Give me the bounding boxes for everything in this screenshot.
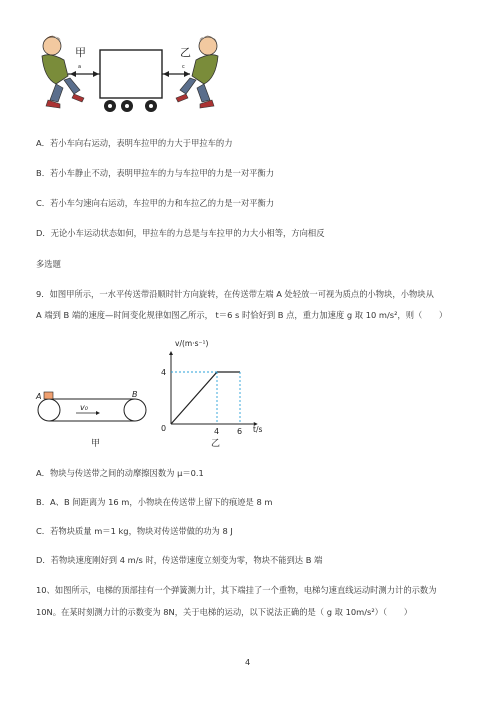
q8-option-c: C．若小车匀速向右运动，车拉甲的力和车拉乙的力是一对平衡力	[36, 198, 275, 208]
x-tick-label: 4	[214, 427, 220, 436]
q8-option-a: A．若小车向右运动，表明车拉甲的力大于甲拉车的力	[36, 138, 233, 148]
q9-option-b: B．A、B 间距离为 16 m，小物块在传送带上留下的痕迹是 8 m	[36, 497, 273, 507]
block	[44, 392, 53, 399]
label-jia: 甲	[75, 46, 86, 59]
vt-chart-svg	[155, 336, 270, 454]
chart-origin: 0	[161, 424, 167, 433]
chart-ylabel: v/(m·s⁻¹)	[175, 339, 209, 348]
q8-option-d: D．无论小车运动状态如何，甲拉车的力总是与车拉甲的力大小相等，方向相反	[36, 228, 325, 238]
q9-option-a: A．物块与传送带之间的动摩擦因数为 μ＝0.1	[36, 468, 204, 478]
series-line	[171, 372, 240, 424]
q9-option-d: D．若物块速度刚好到 4 m/s 时，传送带速度立刻变为零，物块不能到达 B 端	[36, 555, 323, 565]
vt-chart	[155, 336, 270, 454]
q8-option-b: B．若小车静止不动，表明甲拉车的力与车拉甲的力是一对平衡力	[36, 168, 275, 178]
y-tick-label: 4	[161, 368, 167, 377]
q9-stem-line2: A 端到 B 端的速度—时间变化规律如图乙所示， t＝6 s 时恰好到 B 点，重力加速度 g 取 10 m/s²，则（ ）	[36, 310, 448, 320]
chart-xlabel: t/s	[253, 425, 263, 434]
label-yi: 乙	[180, 46, 191, 59]
q10-stem-line1: 10、如图所示，电梯的顶部挂有一个弹簧测力计，其下端挂了一个重物，电梯匀速直线运动时测力计的示数为	[36, 585, 437, 595]
q9-option-c: C．若物块质量 m＝1 kg，物块对传送带做的功为 8 J	[36, 526, 233, 536]
label-a: A	[36, 392, 42, 401]
caption-yi: 乙	[211, 439, 221, 449]
page-number: 4	[245, 657, 251, 667]
q9-stem-line1: 9．如图甲所示，一水平传送带沿顺时针方向旋转，在传送带左端 A 处轻放一可视为质点的小物块，小物块从	[36, 289, 434, 299]
q10-stem-line2: 10N。在某时刻测力计的示数变为 8N，关于电梯的运动，以下说法正确的是（ g 取 10m/s²）（ ）	[36, 607, 412, 617]
label-b: B	[132, 390, 138, 399]
section-label: 多选题	[36, 259, 61, 269]
caption-jia: 甲	[91, 439, 101, 449]
x-tick-label: 6	[237, 427, 243, 436]
conveyor-diagram	[34, 380, 154, 452]
label-yi-sub: c	[182, 64, 185, 70]
y-axis-arrow	[169, 351, 173, 355]
tug-of-war-illustration	[30, 28, 230, 118]
conveyor-figure	[34, 380, 154, 452]
tug-of-war-figure	[30, 28, 230, 118]
label-jia-sub: a	[78, 64, 82, 70]
label-v0: v₀	[80, 403, 88, 412]
